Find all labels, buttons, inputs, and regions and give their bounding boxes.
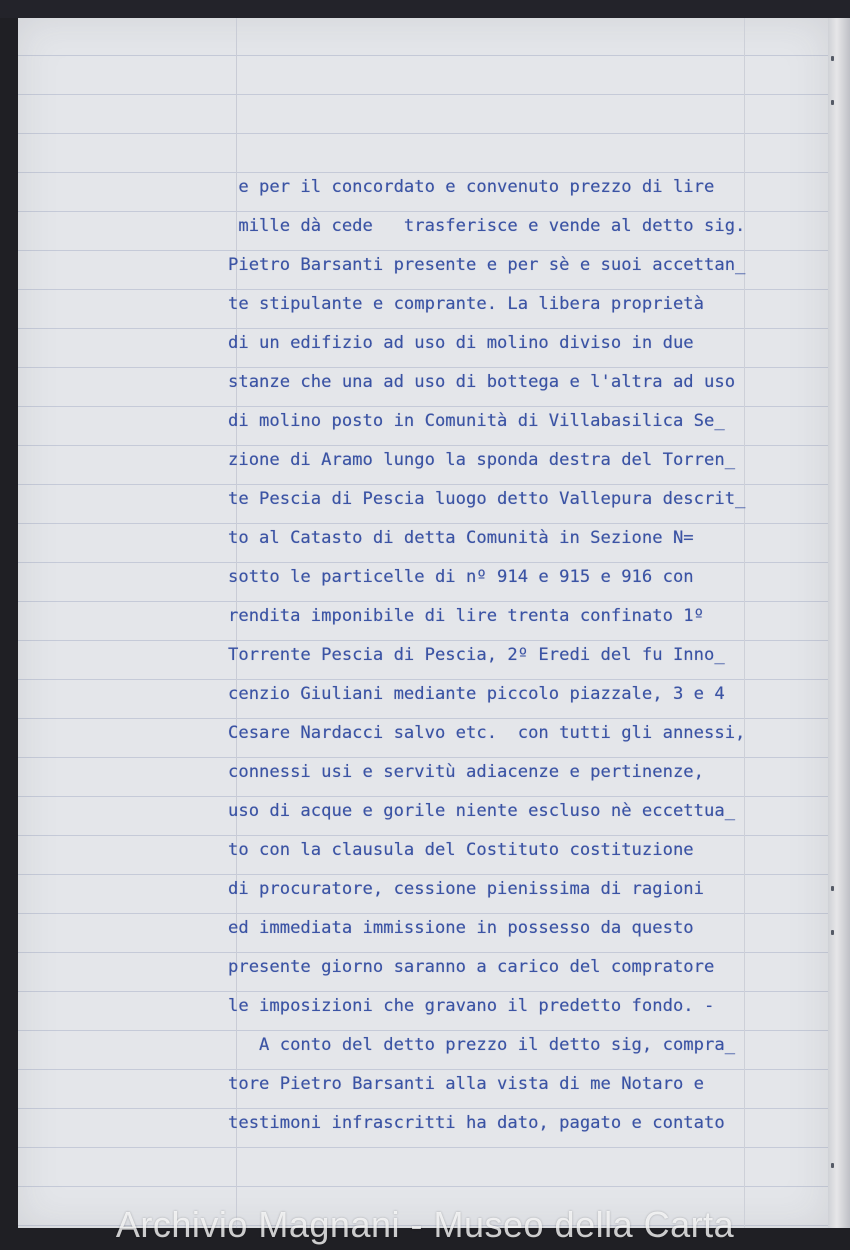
next-page-edge — [828, 18, 850, 1230]
archive-watermark: Archivio Magnani - Museo della Carta — [115, 1204, 735, 1245]
text-line: to al Catasto di detta Comunità in Sezione N= — [228, 528, 694, 548]
text-line: le imposizioni che gravano il predetto fondo. - — [228, 996, 715, 1016]
text-line: e per il concordato e convenuto prezzo di lire — [228, 177, 715, 197]
text-line: A conto del detto prezzo il detto sig, compra_ — [228, 1035, 736, 1055]
text-line: rendita imponibile di lire trenta confinato 1º — [228, 606, 704, 626]
text-line: zione di Aramo lungo la sponda destra del Torren_ — [228, 450, 736, 470]
binding-hole-mark — [831, 930, 834, 935]
text-line: cenzio Giuliani mediante piccolo piazzale, 3 e 4 — [228, 684, 725, 704]
binding-hole-mark — [831, 56, 834, 61]
scan-top-edge — [0, 0, 850, 18]
text-line: mille dà cede trasferisce e vende al detto sig. — [228, 216, 746, 236]
text-line: di molino posto in Comunità di Villabasilica Se_ — [228, 411, 725, 431]
text-line: te stipulante e comprante. La libera proprietà — [228, 294, 704, 314]
text-line: tore Pietro Barsanti alla vista di me Notaro e — [228, 1074, 704, 1094]
right-margin-rule — [744, 18, 745, 1228]
text-line: connessi usi e servitù adiacenze e pertinenze, — [228, 762, 704, 782]
binding-hole-mark — [831, 100, 834, 105]
text-line: testimoni infrascritti ha dato, pagato e contato — [228, 1113, 725, 1133]
text-line: ed immediata immissione in possesso da questo — [228, 918, 694, 938]
text-line: Torrente Pescia di Pescia, 2º Eredi del fu Inno_ — [228, 645, 725, 665]
text-line: sotto le particelle di nº 914 e 915 e 916 con — [228, 567, 694, 587]
text-line: presente giorno saranno a carico del compratore — [228, 957, 715, 977]
binding-hole-mark — [831, 886, 834, 891]
text-line: to con la clausula del Costituto costituzione — [228, 840, 694, 860]
text-line: Pietro Barsanti presente e per sè e suoi accettan_ — [228, 255, 746, 275]
text-line: te Pescia di Pescia luogo detto Vallepura descrit_ — [228, 489, 746, 509]
text-line: di un edifizio ad uso di molino diviso in due — [228, 333, 694, 353]
text-line: Cesare Nardacci salvo etc. con tutti gli annessi, — [228, 723, 746, 743]
text-line: uso di acque e gorile niente escluso nè eccettua_ — [228, 801, 736, 821]
text-line: stanze che una ad uso di bottega e l'altra ad uso — [228, 372, 736, 392]
text-line: di procuratore, cessione pienissima di ragioni — [228, 879, 704, 899]
binding-hole-mark — [831, 1163, 834, 1168]
